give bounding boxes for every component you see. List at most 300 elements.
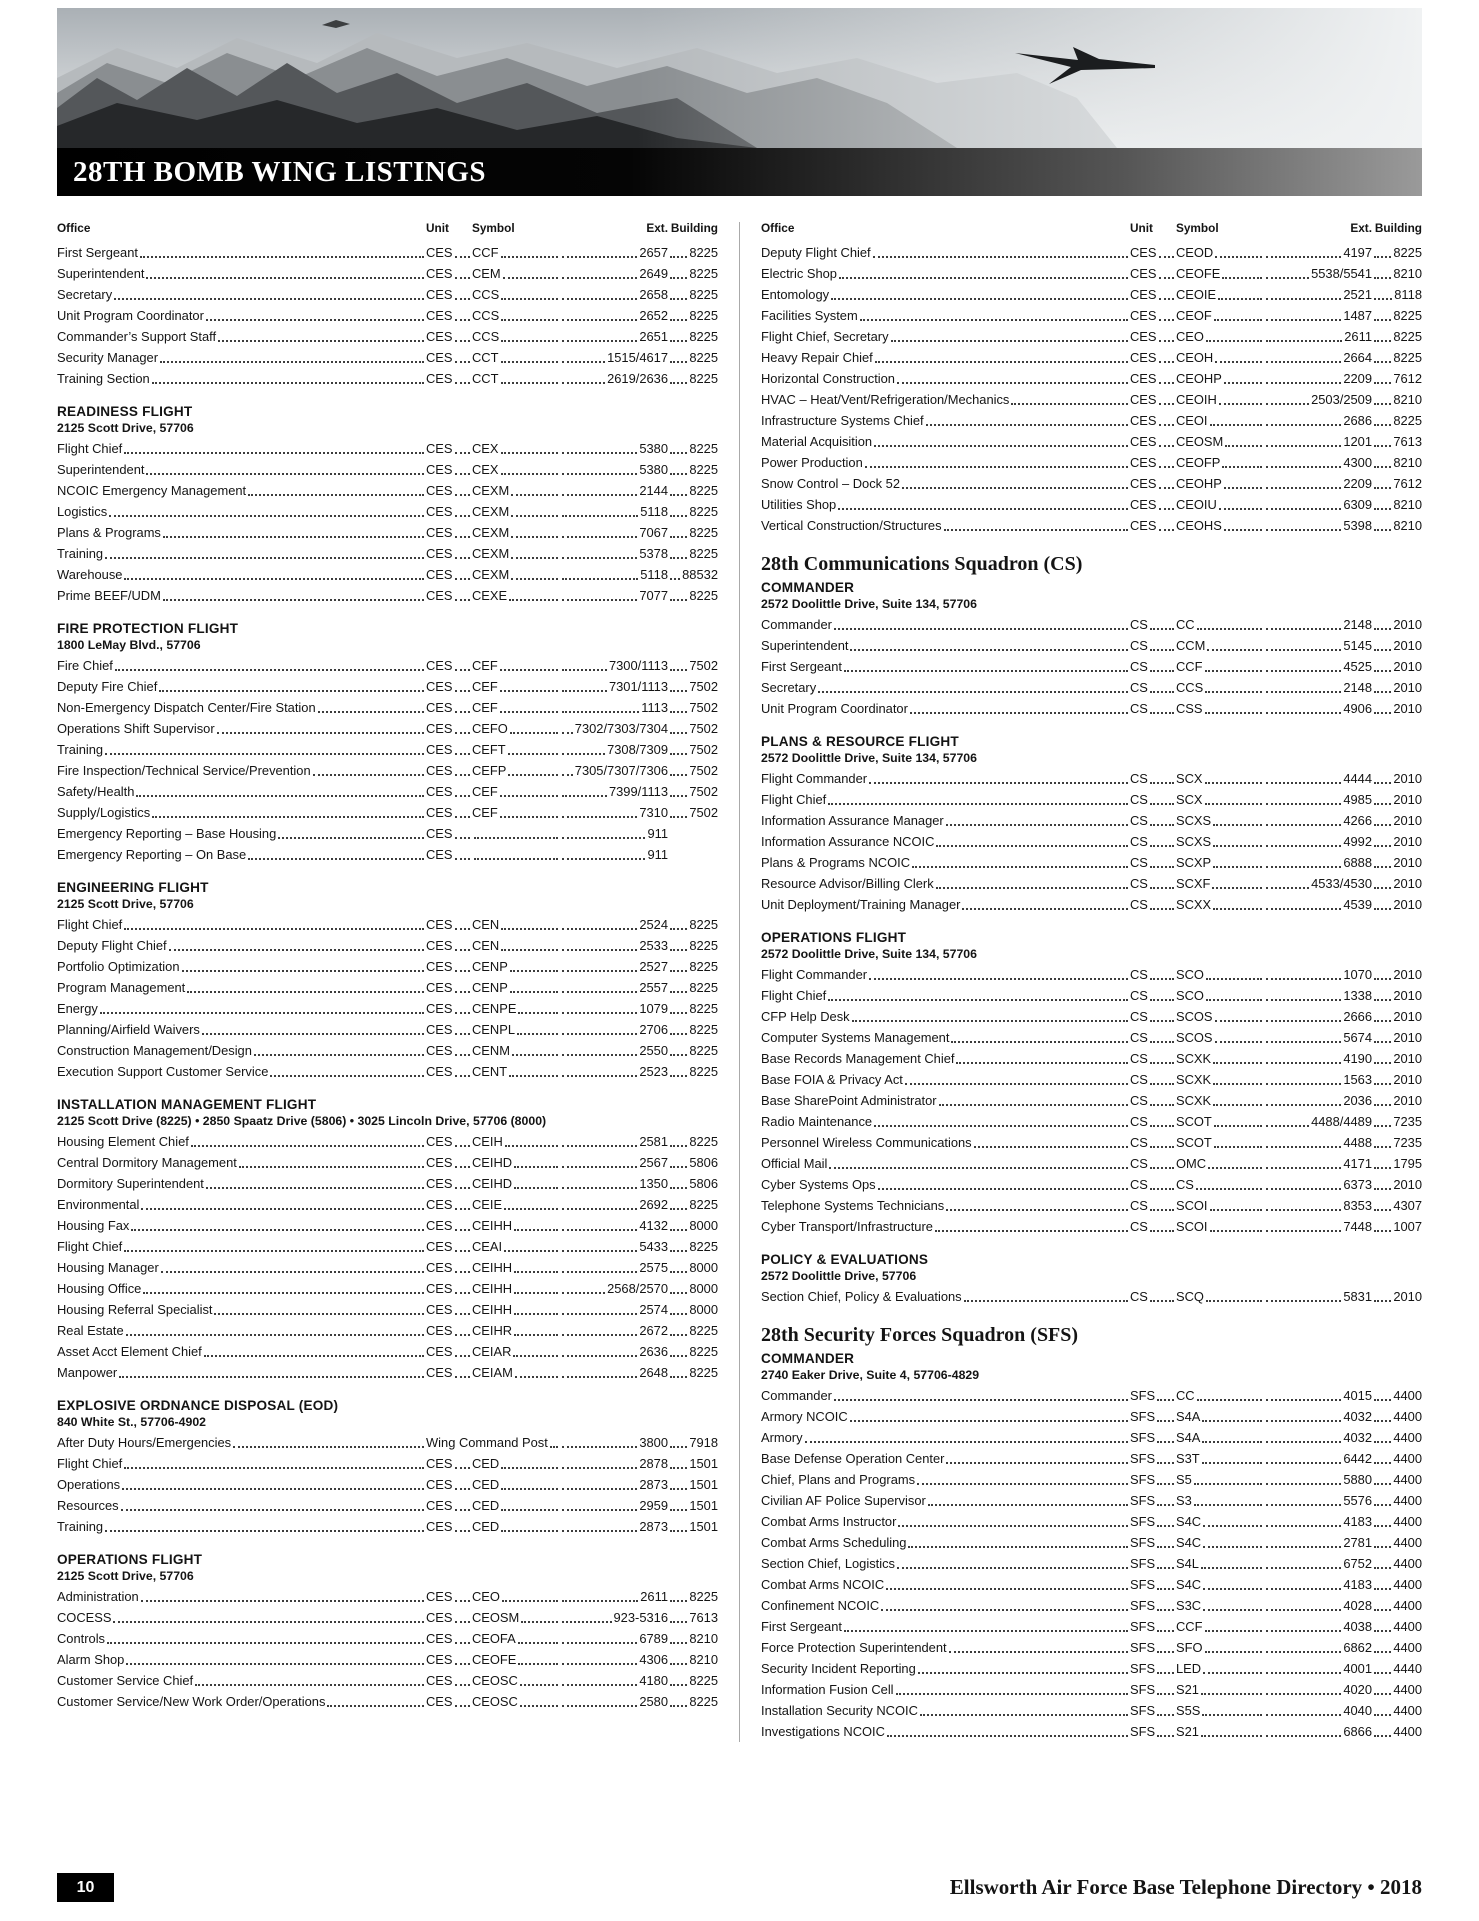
dot-leader: [514, 1187, 558, 1189]
section-address: 1800 LeMay Blvd., 57706: [57, 638, 201, 652]
dot-leader: [850, 649, 1128, 651]
building-cell: [1372, 1637, 1422, 1658]
ext-value: 4040: [1343, 1703, 1372, 1718]
dot-leader: [1157, 1672, 1174, 1674]
office-cell: [761, 852, 1130, 873]
symbol-value: CEOIE: [1176, 287, 1217, 302]
page-title: 28TH BOMB WING LISTINGS: [73, 155, 487, 188]
dot-leader: [670, 319, 687, 321]
dot-leader: [1224, 487, 1262, 489]
unit-cell: [426, 977, 472, 998]
dot-leader: [455, 732, 470, 734]
building-cell: [1372, 1595, 1422, 1616]
office-name: Commander’s Support Staff: [57, 329, 217, 344]
dot-leader: [1266, 1609, 1341, 1611]
office-name: After Duty Hours/Emergencies: [57, 1435, 232, 1450]
dot-leader: [121, 1509, 424, 1511]
ext-cell: [560, 977, 668, 998]
building-value: 2010: [1393, 1051, 1422, 1066]
unit-cell: [426, 1586, 472, 1607]
dot-leader: [1159, 403, 1174, 405]
dot-leader: [670, 557, 687, 559]
ext-cell: [560, 326, 668, 347]
table-row: [761, 347, 1422, 368]
table-row: [57, 1320, 718, 1341]
ext-cell: [1264, 656, 1372, 677]
dot-leader: [844, 670, 1128, 672]
section-address: 2740 Eaker Drive, Suite 4, 57706-4829: [761, 1368, 980, 1382]
dot-leader: [562, 1488, 637, 1490]
building-value: 8210: [1393, 266, 1422, 281]
dot-leader: [455, 970, 470, 972]
building-value: 8000: [689, 1218, 718, 1233]
dot-leader: [1150, 1125, 1174, 1127]
symbol-value: S21: [1176, 1682, 1199, 1697]
dot-leader: [1206, 340, 1262, 342]
office-name: Asset Acct Element Chief: [57, 1344, 202, 1359]
table-row: [57, 844, 718, 865]
section-heading: OPERATIONS FLIGHT: [57, 1552, 203, 1567]
dot-leader: [502, 1600, 558, 1602]
office-cell: [57, 718, 426, 739]
table-row: [57, 1628, 718, 1649]
dot-leader: [670, 970, 687, 972]
dot-leader: [455, 515, 470, 517]
ext-value: 2574: [639, 1302, 668, 1317]
dot-leader: [828, 999, 1128, 1001]
symbol-value: CEXM: [472, 483, 510, 498]
ext-value: 1070: [1343, 967, 1372, 982]
dot-leader: [510, 970, 558, 972]
dot-leader: [1203, 1546, 1262, 1548]
dot-leader: [517, 1033, 558, 1035]
building-cell: [1372, 305, 1422, 326]
symbol-value: SCXS: [1176, 834, 1212, 849]
ext-cell: [1264, 494, 1372, 515]
table-row: [761, 635, 1422, 656]
unit-value: SFS: [1130, 1535, 1156, 1550]
unit-value: CES: [426, 1260, 453, 1275]
dot-leader: [670, 494, 687, 496]
unit-cell: [1130, 1637, 1176, 1658]
unit-value: CES: [426, 1176, 453, 1191]
table-row: [57, 1516, 718, 1537]
dot-leader: [1266, 1483, 1341, 1485]
dot-leader: [1374, 1188, 1391, 1190]
building-cell: [668, 1607, 718, 1628]
unit-value: CS: [1130, 967, 1148, 982]
dot-leader: [1374, 670, 1391, 672]
unit-cell: [426, 1019, 472, 1040]
building-cell: [668, 368, 718, 389]
unit-cell: [426, 522, 472, 543]
symbol-cell: [472, 459, 560, 480]
dot-leader: [1157, 1483, 1174, 1485]
office-cell: [761, 1658, 1130, 1679]
unit-value: CES: [426, 1323, 453, 1338]
unit-value: CS: [1130, 813, 1148, 828]
dot-leader: [455, 452, 470, 454]
dot-leader: [1196, 1188, 1262, 1190]
unit-value: CES: [426, 462, 453, 477]
unit-cell: [1130, 810, 1176, 831]
symbol-value: CCT: [472, 371, 499, 386]
building-value: 8000: [689, 1302, 718, 1317]
symbol-cell: [1176, 1090, 1264, 1111]
ext-cell: [560, 1362, 668, 1383]
symbol-cell: [1176, 1595, 1264, 1616]
building-cell: [668, 438, 718, 459]
symbol-value: CEN: [472, 917, 500, 932]
unit-cell: [1130, 1006, 1176, 1027]
symbol-value: CEF: [472, 679, 498, 694]
unit-value: CES: [1130, 497, 1157, 512]
dot-leader: [501, 1467, 558, 1469]
building-value: 4400: [1393, 1514, 1422, 1529]
dot-leader: [455, 816, 470, 818]
building-value: 8225: [689, 525, 718, 540]
table-row: [761, 1048, 1422, 1069]
building-cell: [668, 1362, 718, 1383]
dot-leader: [109, 515, 424, 517]
office-name: Central Dormitory Management: [57, 1155, 237, 1170]
dot-leader: [670, 690, 687, 692]
ext-cell: [1264, 810, 1372, 831]
ext-cell: [560, 1236, 668, 1257]
unit-cell: [426, 718, 472, 739]
dot-leader: [1374, 824, 1391, 826]
building-cell: [668, 1341, 718, 1362]
office-cell: [761, 894, 1130, 915]
unit-cell: [1130, 326, 1176, 347]
symbol-cell: [472, 956, 560, 977]
unit-value: CES: [426, 1631, 453, 1646]
dot-leader: [1374, 508, 1391, 510]
building-value: 4400: [1393, 1556, 1422, 1571]
unit-cell: [426, 1215, 472, 1236]
table-row: [57, 1362, 718, 1383]
symbol-cell: [1176, 1406, 1264, 1427]
office-name: Planning/Airfield Waivers: [57, 1022, 200, 1037]
ext-value: 4183: [1343, 1577, 1372, 1592]
office-name: Entomology: [761, 287, 830, 302]
building-cell: [668, 1278, 718, 1299]
ext-cell: [560, 1194, 668, 1215]
office-cell: [57, 564, 426, 585]
dot-leader: [1374, 1420, 1391, 1422]
office-name: Commander: [761, 1388, 832, 1403]
symbol-cell: [472, 543, 560, 564]
symbol-value: CEOI: [1176, 413, 1208, 428]
dot-leader: [1159, 256, 1174, 258]
dot-leader: [1266, 782, 1341, 784]
page-number-badge: 10: [57, 1873, 114, 1902]
building-cell: [668, 1628, 718, 1649]
dot-leader: [1374, 1504, 1391, 1506]
unit-value: SFS: [1130, 1682, 1156, 1697]
office-name: Secretary: [761, 680, 817, 695]
dot-leader: [508, 753, 558, 755]
building-value: 7502: [689, 742, 718, 757]
building-cell: [668, 564, 718, 585]
building-cell: [1372, 1658, 1422, 1679]
building-cell: [1372, 1027, 1422, 1048]
dot-leader: [1374, 1609, 1391, 1611]
dot-leader: [474, 837, 558, 839]
unit-cell: [1130, 1048, 1176, 1069]
dot-leader: [1150, 691, 1174, 693]
dot-leader: [1374, 1630, 1391, 1632]
dot-leader: [1215, 1041, 1262, 1043]
office-name: Training: [57, 546, 104, 561]
dot-leader: [1374, 340, 1391, 342]
building-value: 2010: [1393, 1093, 1422, 1108]
office-name: Combat Arms NCOIC: [761, 1577, 885, 1592]
ext-value: 2664: [1343, 350, 1372, 365]
dot-leader: [831, 298, 1128, 300]
symbol-value: CEOF: [1176, 308, 1212, 323]
office-cell: [57, 1649, 426, 1670]
unit-value: CES: [1130, 392, 1157, 407]
dot-leader: [455, 1663, 470, 1665]
dot-leader: [860, 319, 1128, 321]
dot-leader: [1157, 1609, 1174, 1611]
header-unit: [426, 220, 472, 236]
unit-cell: [426, 1278, 472, 1299]
symbol-cell: [1176, 656, 1264, 677]
dot-leader: [1374, 1020, 1391, 1022]
building-value: 8225: [689, 588, 718, 603]
dot-leader: [1213, 866, 1262, 868]
unit-cell: [1130, 1469, 1176, 1490]
ext-value: 1113: [641, 700, 668, 715]
symbol-value: CEOHP: [1176, 371, 1222, 386]
symbol-value: CEOFP: [1176, 455, 1221, 470]
symbol-cell: [472, 1670, 560, 1691]
dot-leader: [161, 1271, 424, 1273]
office-name: Housing Office: [57, 1281, 142, 1296]
dot-leader: [1374, 466, 1391, 468]
office-name: Cyber Transport/Infrastructure: [761, 1219, 933, 1234]
dot-leader: [509, 599, 558, 601]
unit-value: CS: [1130, 792, 1148, 807]
symbol-cell: [472, 564, 560, 585]
dot-leader: [562, 1208, 637, 1210]
dot-leader: [562, 711, 639, 713]
office-name: Flight Chief: [761, 988, 827, 1003]
dot-leader: [562, 1446, 637, 1448]
dot-leader: [562, 1530, 637, 1532]
ext-cell: [560, 914, 668, 935]
header-unit: [1130, 220, 1176, 236]
office-cell: [57, 543, 426, 564]
unit-cell: [1130, 473, 1176, 494]
dot-leader: [278, 837, 424, 839]
dot-leader: [844, 1630, 1128, 1632]
unit-value: CES: [426, 350, 453, 365]
dot-leader: [834, 628, 1128, 630]
office-cell: [57, 697, 426, 718]
office-cell: [57, 1278, 426, 1299]
table-row: [57, 1453, 718, 1474]
building-cell: [1372, 831, 1422, 852]
building-cell: [668, 1019, 718, 1040]
symbol-cell: [472, 781, 560, 802]
symbol-value: CEOD: [1176, 245, 1214, 260]
symbol-value: SCXP: [1176, 855, 1212, 870]
dot-leader: [195, 1684, 424, 1686]
unit-value: CS: [1130, 617, 1148, 632]
building-cell: [1372, 347, 1422, 368]
ext-value: 2521: [1343, 287, 1372, 302]
office-name: Customer Service/New Work Order/Operations: [57, 1694, 326, 1709]
ext-cell: [1264, 1406, 1372, 1427]
dot-leader: [562, 599, 637, 601]
table-row: [57, 935, 718, 956]
unit-value: CES: [426, 1001, 453, 1016]
building-value: 1501: [689, 1498, 718, 1513]
table-row: [761, 985, 1422, 1006]
ext-value: 4197: [1343, 245, 1372, 260]
ext-cell: [1264, 305, 1372, 326]
office-name: Prime BEEF/UDM: [57, 588, 161, 603]
dot-leader: [562, 1621, 612, 1623]
table-row: [57, 522, 718, 543]
dot-leader: [1374, 782, 1391, 784]
symbol-value: S5: [1176, 1472, 1192, 1487]
office-cell: [761, 1069, 1130, 1090]
office-cell: [761, 368, 1130, 389]
dot-leader: [1266, 487, 1341, 489]
building-value: 8225: [689, 1673, 718, 1688]
symbol-cell: [1176, 1469, 1264, 1490]
building-cell: [1372, 964, 1422, 985]
table-row: [57, 1341, 718, 1362]
ext-cell: [1264, 347, 1372, 368]
unit-value: CS: [1130, 1114, 1148, 1129]
symbol-cell: [472, 1215, 560, 1236]
unit-cell: [426, 1670, 472, 1691]
ext-value: 4183: [1343, 1514, 1372, 1529]
dot-leader: [670, 1145, 687, 1147]
symbol-cell: [472, 935, 560, 956]
dot-leader: [455, 858, 470, 860]
symbol-cell: [1176, 1069, 1264, 1090]
dot-leader: [105, 753, 424, 755]
office-name: Utilities Shop: [761, 497, 837, 512]
symbol-value: CEFP: [472, 763, 507, 778]
ext-cell: [1264, 1490, 1372, 1511]
symbol-cell: [472, 802, 560, 823]
dot-leader: [1159, 424, 1174, 426]
ext-value: 4132: [639, 1218, 668, 1233]
symbol-cell: [1176, 677, 1264, 698]
building-value: 4400: [1393, 1535, 1422, 1550]
unit-cell: [1130, 985, 1176, 1006]
dot-leader: [455, 1166, 470, 1168]
building-cell: [668, 956, 718, 977]
dot-leader: [1205, 1651, 1263, 1653]
ext-value: 7399/1113: [608, 784, 668, 799]
table-row: [761, 1616, 1422, 1637]
header-unit-label: Unit: [426, 221, 449, 235]
building-value: 8000: [689, 1281, 718, 1296]
unit-value: CS: [1130, 876, 1148, 891]
ext-value: 2878: [639, 1456, 668, 1471]
dot-leader: [1266, 1104, 1341, 1106]
section-address: 2572 Doolittle Drive, Suite 134, 57706: [761, 751, 977, 765]
ext-value: 2523: [639, 1064, 668, 1079]
dot-leader: [964, 1300, 1128, 1302]
ext-cell: [560, 998, 668, 1019]
office-name: Personnel Wireless Communications: [761, 1135, 972, 1150]
dot-leader: [670, 669, 687, 671]
office-cell: [57, 1152, 426, 1173]
symbol-cell: [1176, 894, 1264, 915]
ext-value: 2209: [1343, 371, 1372, 386]
office-cell: [761, 1111, 1130, 1132]
building-value: 7235: [1393, 1114, 1422, 1129]
dot-leader: [562, 557, 637, 559]
symbol-value: S3C: [1176, 1598, 1202, 1613]
office-cell: [57, 263, 426, 284]
building-value: 7502: [689, 679, 718, 694]
office-cell: [57, 438, 426, 459]
building-cell: [1372, 852, 1422, 873]
symbol-value: CEXM: [472, 504, 510, 519]
ext-value: 2036: [1343, 1093, 1372, 1108]
ext-cell: [560, 1173, 668, 1194]
dot-leader: [1222, 466, 1262, 468]
dot-leader: [670, 340, 687, 342]
ext-value: 2575: [639, 1260, 668, 1275]
dot-leader: [146, 277, 424, 279]
building-value: 8225: [689, 1365, 718, 1380]
office-cell: [761, 305, 1130, 326]
dot-leader: [1266, 1300, 1341, 1302]
ext-value: 2533: [639, 938, 668, 953]
symbol-cell: [472, 501, 560, 522]
dot-leader: [1159, 466, 1174, 468]
dot-leader: [869, 978, 1128, 980]
header-building-label: Building: [670, 221, 718, 235]
dot-leader: [105, 557, 424, 559]
building-cell: [1372, 894, 1422, 915]
ext-cell: [1264, 1195, 1372, 1216]
unit-cell: [426, 1691, 472, 1712]
unit-value: CES: [426, 980, 453, 995]
table-row: [57, 655, 718, 676]
unit-value: CES: [426, 287, 453, 302]
ext-value: 4985: [1343, 792, 1372, 807]
ext-cell: [1264, 1532, 1372, 1553]
unit-value: SFS: [1130, 1451, 1156, 1466]
office-name: Environmental: [57, 1197, 140, 1212]
table-row: [57, 438, 718, 459]
merged-unit-symbol-cell: [426, 1432, 560, 1453]
dot-leader: [874, 445, 1128, 447]
unit-cell: [1130, 431, 1176, 452]
symbol-cell: [1176, 1027, 1264, 1048]
ext-cell: [1264, 1027, 1372, 1048]
symbol-cell: [472, 263, 560, 284]
dot-leader: [501, 256, 559, 258]
dot-leader: [152, 816, 424, 818]
office-cell: [761, 1216, 1130, 1237]
building-value: 8225: [689, 1694, 718, 1709]
symbol-cell: [472, 718, 560, 739]
dot-leader: [504, 1250, 558, 1252]
